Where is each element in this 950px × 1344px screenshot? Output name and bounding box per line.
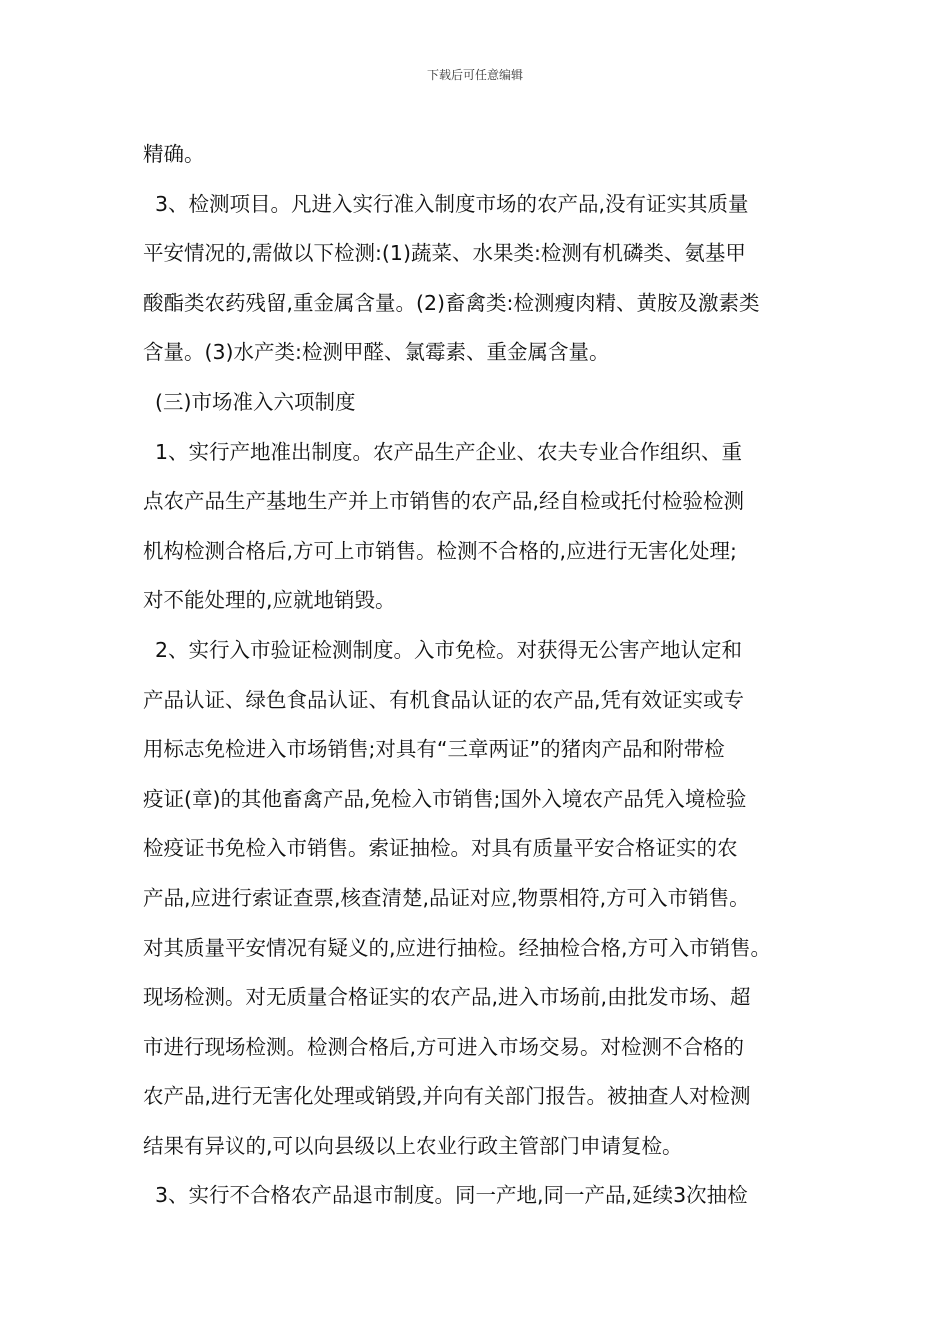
page-header: 下载后可任意编辑 — [426, 68, 523, 82]
text-line: 对其质量平安情况有疑义的,应进行抽检。经抽检合格,方可入市销售。 — [143, 935, 772, 960]
text-line: 点农产品生产基地生产并上市销售的农产品,经自检或托付检验检测 — [143, 489, 745, 514]
text-line: 1、实行产地准出制度。农产品生产企业、农夫专业合作组织、重 — [155, 439, 743, 464]
document-body — [143, 130, 823, 1221]
text-line: 用标志免检进入市场销售;对具有“三章两证”的猪肉产品和附带检 — [143, 737, 725, 762]
text-line: 酸酯类农药残留,重金属含量。(2)畜禽类:检测瘦肉精、黄胺及激素类 — [143, 290, 760, 315]
text-line: 农产品,进行无害化处理或销毁,并向有关部门报告。被抽查人对检测 — [143, 1084, 751, 1109]
text-line: 结果有异议的,可以向县级以上农业行政主管部门申请复检。 — [143, 1133, 683, 1158]
text-line: 现场检测。对无质量合格证实的农产品,进入市场前,由批发市场、超 — [143, 985, 751, 1010]
text-line: 产品认证、绿色食品认证、有机食品认证的农产品,凭有效证实或专 — [143, 687, 745, 712]
section-heading: (三)市场准入六项制度 — [155, 389, 356, 414]
text-line: 机构检测合格后,方可上市销售。检测不合格的,应进行无害化处理; — [143, 538, 737, 563]
text-line: 疫证(章)的其他畜禽产品,免检入市销售;国外入境农产品凭入境检验 — [143, 786, 747, 811]
text-line: 精确。 — [143, 142, 205, 166]
text-line: 含量。(3)水产类:检测甲醛、氯霉素、重金属含量。 — [143, 340, 610, 365]
text-line: 对不能处理的,应就地销毁。 — [143, 588, 396, 613]
text-line: 2、实行入市验证检测制度。入市免检。对获得无公害产地认定和 — [155, 637, 743, 662]
text-line: 平安情况的,需做以下检测:(1)蔬菜、水果类:检测有机磷类、氨基甲 — [143, 241, 746, 266]
text-line: 3、实行不合格农产品退市制度。同一产地,同一产品,延续3次抽检 — [155, 1183, 748, 1208]
text-line: 检疫证书免检入市销售。索证抽检。对具有质量平安合格证实的农 — [143, 836, 738, 861]
text-line: 3、检测项目。凡进入实行准入制度市场的农产品,没有证实其质量 — [155, 191, 749, 216]
text-line: 市进行现场检测。检测合格后,方可进入市场交易。对检测不合格的 — [143, 1034, 745, 1059]
text-line: 产品,应进行索证查票,核查清楚,品证对应,物票相符,方可入市销售。 — [143, 885, 750, 910]
